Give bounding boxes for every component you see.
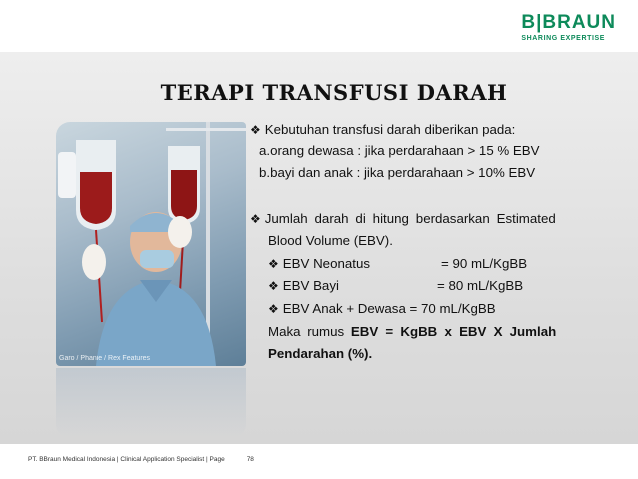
rumus-line-1 — [268, 324, 616, 339]
diamond-bullet-icon: ❖ — [250, 212, 261, 226]
bullet-2-text-line-2: Blood Volume (EBV). — [268, 233, 393, 248]
bullet-1-item-a: a.orang dewasa : jika perdarahaan > 15 % EBV — [259, 143, 540, 158]
rumus-prefix: Maka rumus — [268, 324, 351, 339]
bullet-2-text-line-1: Jumlah darah di hitung berdasarkan Estimated — [264, 211, 556, 226]
footer-page-number: 78 — [246, 456, 254, 463]
diamond-bullet-icon: ❖ — [250, 123, 261, 137]
rumus-bold-2: Pendarahan (%). — [268, 346, 373, 361]
bullet-1 — [250, 122, 515, 137]
bullet-2 — [250, 211, 616, 226]
bullet-1-item-b: b.bayi dan anak : jika perdarahaan > 10% EBV — [259, 165, 536, 180]
diamond-bullet-icon: ❖ — [268, 257, 279, 271]
bullet-1-text: Kebutuhan transfusi darah diberikan pada: — [264, 122, 516, 137]
ebv-bayi-label: EBV Bayi — [282, 278, 339, 293]
bbraun-logo — [521, 13, 616, 43]
diamond-bullet-icon: ❖ — [268, 302, 279, 316]
footer — [28, 456, 254, 463]
photo-reflection — [56, 368, 246, 438]
ebv-neonatus-row — [268, 256, 370, 271]
ebv-anak-dewasa-row — [268, 301, 496, 316]
rumus-bold-1: EBV = KgBB x EBV X Jumlah — [350, 324, 557, 339]
ebv-neonatus-value: = 90 mL/KgBB — [441, 256, 528, 271]
logo-brand: B|BRAUN — [521, 12, 616, 33]
slide-title: TERAPI TRANSFUSI DARAH — [160, 80, 508, 105]
transfusion-illustration — [56, 122, 246, 366]
ebv-neonatus-label: EBV Neonatus — [282, 256, 370, 271]
transfusion-photo — [56, 122, 246, 366]
photo-credit: Garo / Phanie / Rex Features — [59, 355, 151, 362]
ebv-anak-dewasa-text: EBV Anak + Dewasa = 70 mL/KgBB — [282, 301, 496, 316]
ebv-bayi-value: = 80 mL/KgBB — [437, 278, 524, 293]
ebv-bayi-row — [268, 278, 339, 293]
footer-text: PT. BBraun Medical Indonesia | Clinical Application Specialist | Page — [28, 456, 225, 463]
logo-tagline: SHARING EXPERTISE — [521, 35, 606, 42]
diamond-bullet-icon: ❖ — [268, 279, 279, 293]
